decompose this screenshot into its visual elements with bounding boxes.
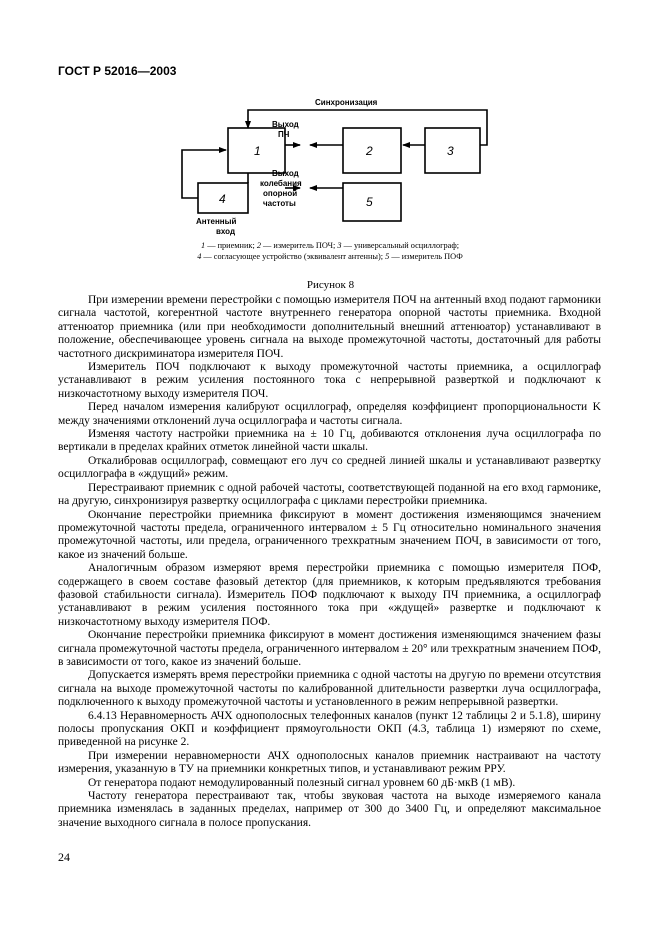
legend-text-3: — универсальный осциллограф; <box>341 241 460 250</box>
block-2-label: 2 <box>366 144 373 158</box>
figure-legend-line-2 <box>100 251 560 262</box>
ref-output-label-4: частоты <box>263 199 296 208</box>
paragraph: Измеритель ПОЧ подключают к выходу промежуточной частоты приемника, а осциллограф устанавливают в режим усиления постоянного тока с непрерывной разверткой и подключают к низкочастотному выходу измерителя ПОЧ. <box>58 361 601 400</box>
paragraph: Допускается измерять время перестройки приемника с одной частоты на другую по времени отсутствия сигнала на выходе промежуточной частоты по калиброванной длительности развертки луча осциллографа, подключенного к выходу промежуточной частоты и установленного в режим непрерывной развертки. <box>58 669 601 709</box>
legend-num-1: 1 <box>200 241 206 250</box>
paragraph: Окончание перестройки приемника фиксируют в момент достижения изменяющимся значением фазы сигнала промежуточной частоты предела, ограниченного интервалом ± 20° или трехкратным значением ПОФ, в зависимости от того, какое из значений больше. <box>58 629 601 668</box>
body-text <box>58 294 601 830</box>
paragraph: Откалибровав осциллограф, совмещают его луч со средней линией шкалы и устанавливают развертку осциллографа в «ждущий» режим. <box>58 454 601 481</box>
paragraph: При измерении неравномерности АЧХ однополосных каналов приемник настраивают на частоту измерения, указанную в ТУ на приемники конкретных типов, и устанавливают режим РРУ. <box>58 749 601 776</box>
paragraph: Изменяя частоту настройки приемника на ± 10 Гц, добиваются отклонения луча осциллографа по вертикали в пределах крайних отметок линейной части шкалы. <box>58 428 601 454</box>
block-4-label: 4 <box>219 192 226 206</box>
figure-legend <box>100 240 560 262</box>
if-output-label-1: Выход <box>272 120 299 129</box>
ref-output-label-1: Выход <box>272 169 299 178</box>
block-1-label: 1 <box>254 144 261 158</box>
page-number: 24 <box>58 850 70 864</box>
ref-output-label-3: опорной <box>263 189 298 198</box>
paragraph: От генератора подают немодулированный полезный сигнал уровнем 60 дБ·мкВ (1 мВ). <box>88 776 516 789</box>
legend-num-4: 4 <box>197 252 202 261</box>
sync-label: Синхронизация <box>315 98 378 107</box>
legend-num-3: 3 <box>337 241 342 250</box>
legend-text-2: — измеритель ПОЧ; <box>260 241 338 250</box>
legend-num-2: 2 <box>256 241 261 250</box>
antenna-input-label-2: вход <box>216 227 236 236</box>
legend-text-5: — измеритель ПОФ <box>389 252 463 261</box>
legend-num-5: 5 <box>385 252 390 261</box>
legend-text-4: — согласующее устройство (эквивалент антенны); <box>201 252 386 261</box>
block-diagram <box>160 88 500 253</box>
paragraph: Перестраивают приемник с одной рабочей частоты, соответствующей поданной на его вход гармонике, на другую, синхронизируя развертку осциллографа с циклами перестройки приемника. <box>58 481 601 508</box>
figure-title: Рисунок 8 <box>306 279 355 291</box>
legend-text-1: — приемник; <box>205 241 257 250</box>
paragraph: Перед началом измерения калибруют осциллограф, определяя коэффициент пропорциональности K между значениями отклонений луча осциллографа и частоты сигнала. <box>58 401 601 427</box>
paragraph: Окончание перестройки приемника фиксируют в момент достижения изменяющимся значением промежуточной частоты предела, ограниченного интервалом ± 5 Гц относительно номинального значения промежуточной частоты, или предела, ограниченного трехкратным значением ПОЧ, в зависимости от того, какое из значений больше. <box>58 508 601 561</box>
paragraph: 6.4.13 Неравномерность АЧХ однополосных телефонных каналов (пункт 12 таблицы 2 и 5.1.8), ширину полосы пропускания ОКП и коэффициент прямоугольности ОКП (4.3, таблица 1) измеряют по схеме, приведенной на рисунке 2. <box>58 709 601 749</box>
paragraph: Частоту генератора перестраивают так, чтобы звуковая частота на выходе измеряемого канала приемника изменялась в заданных пределах, например от 300 до 3400 Гц, и определяют максимальное значение выходного сигнала в полосе пропускания. <box>58 790 601 829</box>
paragraph: Аналогичным образом измеряют время перестройки приемника с помощью измерителя ПОФ, содержащего в своем составе фазовый детектор (для приемников, к которым предъявляются требования фазовой стабильности сигнала). Измеритель ПОФ подключают к выходу ПЧ приемника, а осциллограф устанавливают в режим усиления постоянного тока при «ждущей» развертке и подключают к низкочастотному выходу измерителя ПОФ. <box>58 562 601 628</box>
block-diagram-figure <box>160 88 500 253</box>
block-5-label: 5 <box>366 195 373 209</box>
ref-output-label-2: колебания <box>260 179 302 188</box>
paragraph: При измерении времени перестройки с помощью измерителя ПОЧ на антенный вход подают гармоники сигнала частотой, когерентной частоте внутреннего генератора опорной частоты приемника. Входной аттенюатор приемника (или при необходимости дополнительный внешний аттенюатор) устанавливают в положение, обеспечивающее уровень сигнала на выходе промежуточной частоты, достаточный для работы частотного дискриминатора измерителя ПОЧ. <box>58 294 601 360</box>
if-output-label-2: ПЧ <box>278 130 290 139</box>
antenna-input-label-1: Антенный <box>196 217 237 226</box>
document-header: ГОСТ Р 52016—2003 <box>58 64 177 78</box>
figure-legend-line-1 <box>100 240 560 251</box>
block-3-label: 3 <box>447 144 454 158</box>
